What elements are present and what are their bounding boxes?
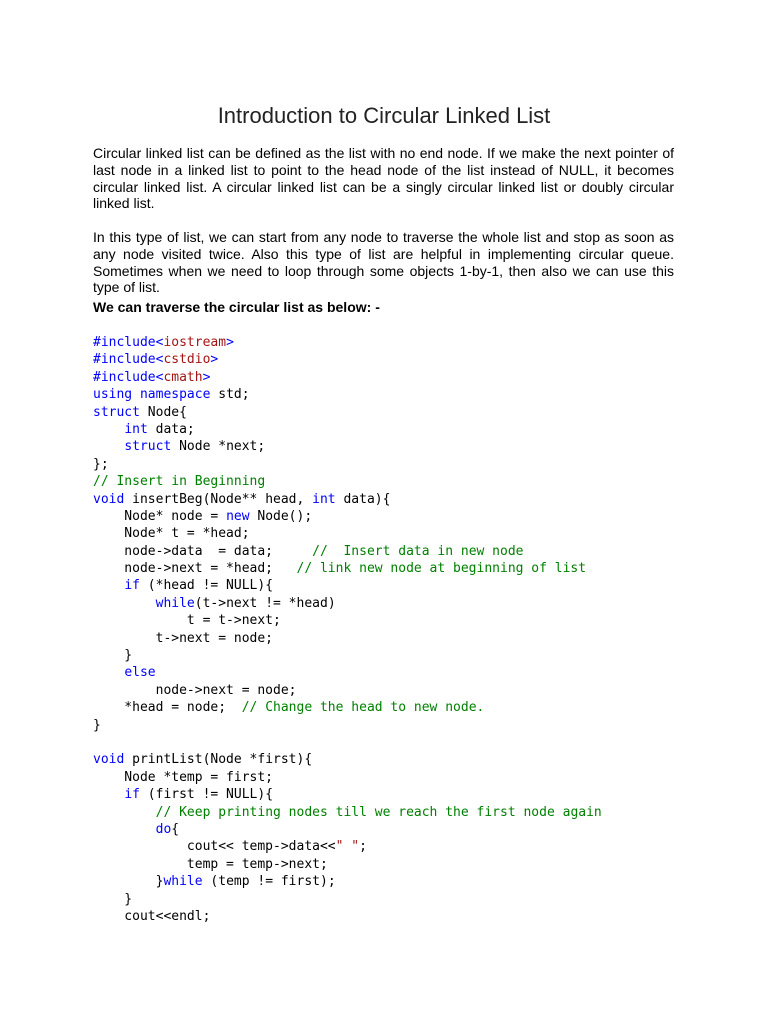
code-preprocessor: > [226, 335, 234, 350]
code-keyword: if [124, 787, 140, 803]
code-text: temp = temp->next; [93, 856, 328, 872]
code-string: " " [335, 839, 360, 855]
code-keyword: while [155, 595, 195, 611]
code-block [93, 334, 602, 925]
code-preprocessor: #include< [93, 335, 164, 350]
code-text [132, 387, 140, 402]
code-line [93, 404, 602, 421]
code-text: cout<< temp->data<< [93, 839, 336, 855]
code-string: cstdio [163, 352, 211, 368]
code-text: t->next = node; [93, 630, 274, 646]
code-line [93, 421, 602, 438]
code-text: printList(Node *first){ [124, 752, 313, 768]
code-keyword: new [226, 508, 250, 524]
code-comment: // link new node at beginning of list [296, 561, 587, 577]
code-keyword: void [93, 491, 125, 507]
code-text [93, 822, 156, 837]
code-keyword: void [93, 752, 125, 768]
code-line [93, 369, 602, 386]
code-keyword: int [124, 421, 148, 437]
code-line [93, 838, 602, 855]
code-text [93, 665, 124, 680]
code-text: (first != NULL){ [139, 787, 274, 803]
code-line [93, 699, 602, 716]
code-preprocessor: > [210, 352, 219, 368]
code-text: (t->next != *head) [194, 595, 336, 611]
code-line [93, 612, 602, 629]
code-text: Node(); [249, 508, 313, 524]
code-line [93, 873, 602, 890]
code-text: } [93, 717, 101, 733]
code-line [93, 525, 602, 542]
code-line [93, 560, 602, 577]
code-text: std; [210, 387, 250, 403]
code-line [93, 856, 602, 873]
code-text [93, 439, 124, 454]
code-text [93, 422, 124, 437]
code-line [93, 821, 602, 838]
code-line [93, 682, 602, 699]
code-line [93, 769, 602, 786]
code-text: }; [93, 456, 109, 472]
code-text: Node* t = *head; [93, 526, 250, 542]
intro-paragraph: Circular linked list can be defined as the list with no end node. If we make the next pointer of last node in a linked list to point to the head node of the list instead of NULL, it becomes circular linked list. A circular linked list can be a singly circular linked list or doubly circular linked list. [93, 145, 674, 212]
code-preprocessor: #include< [93, 352, 164, 368]
code-text [93, 596, 156, 611]
code-line [93, 891, 602, 908]
code-text: } [93, 874, 164, 890]
code-text: (*head != NULL){ [139, 578, 274, 594]
code-line [93, 351, 602, 368]
code-text: *head = node; [93, 700, 242, 716]
code-text: Node{ [139, 404, 187, 420]
code-text: data){ [335, 491, 391, 507]
code-text: (temp != first); [202, 874, 336, 890]
code-line [93, 456, 602, 473]
code-text: t = t->next; [93, 613, 281, 629]
code-keyword: else [124, 665, 156, 681]
code-text: node->data = data; [93, 543, 313, 559]
code-string: iostream [163, 335, 227, 350]
code-string: cmath [163, 369, 203, 385]
code-comment: // Keep printing nodes till we reach the first node again [155, 804, 602, 820]
code-line [93, 786, 602, 803]
code-text: node->next = *head; [93, 561, 297, 577]
code-keyword: do [155, 821, 172, 837]
code-line [93, 386, 602, 403]
code-text: cout<<endl; [93, 908, 211, 924]
code-text: Node* node = [93, 508, 227, 524]
code-line [93, 804, 602, 821]
code-comment: // Change the head to new node. [241, 700, 485, 716]
code-keyword: namespace [139, 387, 211, 403]
page-title: Introduction to Circular Linked List [217, 102, 551, 128]
code-text [93, 805, 156, 820]
code-keyword: struct [93, 404, 140, 420]
code-line [93, 630, 602, 647]
code-line [93, 577, 602, 594]
code-text: } [93, 648, 133, 664]
code-text: { [171, 821, 180, 837]
code-preprocessor: #include< [93, 369, 164, 385]
code-text: node->next = node; [93, 682, 297, 698]
code-line [93, 508, 602, 525]
code-keyword: int [312, 491, 336, 507]
code-line [93, 751, 602, 768]
code-line [93, 438, 602, 455]
code-text: } [93, 891, 133, 907]
code-text [93, 578, 124, 593]
code-text: insertBeg(Node** head, [124, 491, 313, 507]
code-keyword: struct [124, 439, 172, 455]
code-comment: // Insert in Beginning [93, 474, 266, 490]
code-preprocessor: > [202, 369, 211, 385]
code-text: Node *temp = first; [93, 769, 274, 785]
code-line [93, 734, 602, 751]
code-keyword: if [124, 578, 140, 594]
code-keyword: using [93, 387, 133, 403]
code-text: Node *next; [171, 439, 266, 455]
code-text [93, 787, 124, 802]
code-line [93, 664, 602, 681]
code-text: ; [359, 839, 367, 855]
code-line [93, 473, 602, 490]
code-keyword: while [163, 874, 203, 890]
code-line [93, 595, 602, 612]
code-line [93, 647, 602, 664]
code-text: data; [147, 421, 195, 437]
code-line [93, 334, 602, 351]
code-line [93, 717, 602, 734]
code-line [93, 491, 602, 508]
code-line [93, 908, 602, 925]
traversal-subheading: We can traverse the circular list as below: - [93, 299, 380, 315]
code-comment: // Insert data in new node [312, 543, 524, 559]
code-line [93, 543, 602, 560]
usage-paragraph: In this type of list, we can start from any node to traverse the whole list and stop as soon as any node visited twice. Also this type of list are helpful in implementing circular queue. Sometimes when we need to loop through some objects 1-by-1, then also we can use this type of list. [93, 229, 674, 296]
